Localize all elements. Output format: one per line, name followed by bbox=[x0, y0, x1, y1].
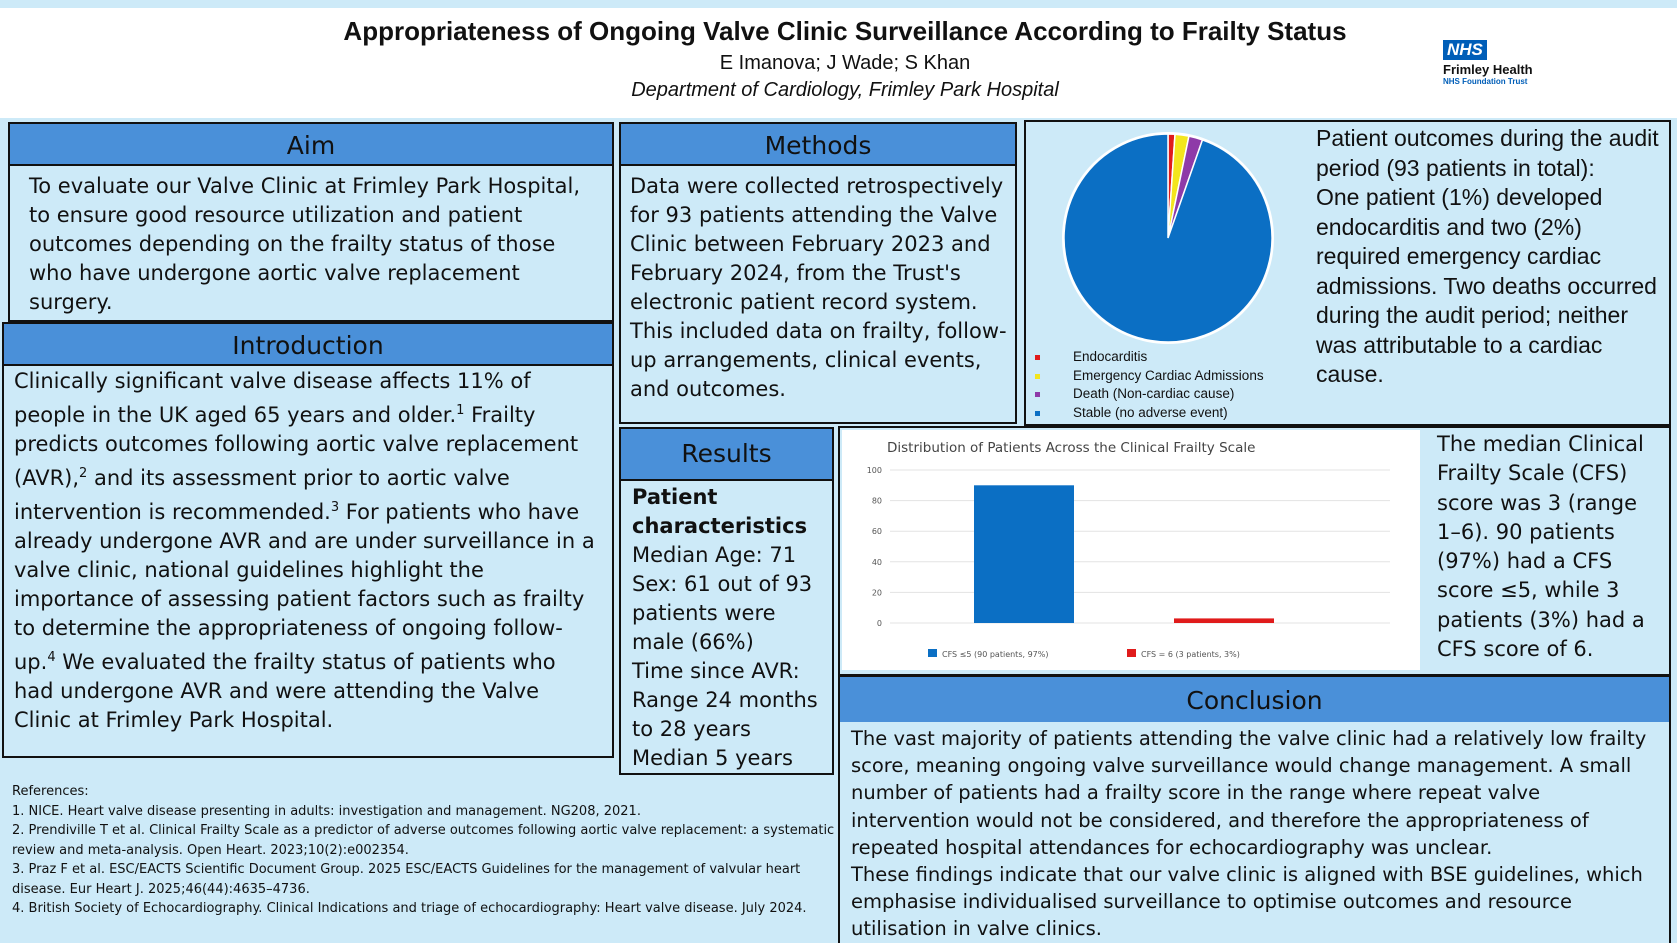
aim-panel bbox=[8, 122, 614, 322]
top-strip bbox=[0, 0, 1677, 8]
results-panel bbox=[619, 427, 834, 775]
nhs-trust-sub: NHS Foundation Trust bbox=[1443, 77, 1528, 86]
reference-item: 3. Praz F et al. ESC/EACTS Scientific Document Group. 2025 ESC/EACTS Guidelines for the management of valvular heart disease. Eur Heart J. 2025;46(44):4635–4736. bbox=[12, 862, 801, 897]
results-text bbox=[621, 481, 832, 773]
introduction-heading: Introduction bbox=[4, 324, 612, 366]
y-tick-label: 40 bbox=[871, 557, 882, 567]
y-tick-label: 20 bbox=[871, 588, 882, 598]
outcomes-pie-chart bbox=[1056, 126, 1280, 350]
legend-swatch bbox=[1035, 392, 1040, 397]
references-heading: References: bbox=[12, 784, 89, 799]
chart-title: Distribution of Patients Across the Clinical Frailty Scale bbox=[887, 440, 1256, 456]
y-tick-label: 60 bbox=[871, 527, 882, 537]
nhs-badge: NHS bbox=[1443, 40, 1487, 60]
results-line: Time since AVR: Range 24 months to 28 years bbox=[632, 659, 818, 741]
aim-heading: Aim bbox=[10, 124, 612, 166]
y-tick-label: 80 bbox=[871, 496, 882, 506]
results-subheading: Patient characteristics bbox=[632, 485, 808, 538]
legend-item: Death (Non-cardiac cause) bbox=[1035, 385, 1264, 404]
reference-item: 1. NICE. Heart valve disease presenting in adults: investigation and management. NG208, 2021. bbox=[12, 803, 641, 819]
y-tick-label: 0 bbox=[876, 619, 882, 628]
bar bbox=[1174, 618, 1274, 623]
results-line: Median 5 years bbox=[632, 746, 793, 770]
results-line: Sex: 61 out of 93 patients were male (66%) bbox=[632, 572, 813, 654]
conclusion-panel bbox=[838, 675, 1671, 943]
legend-item: Stable (no adverse event) bbox=[1035, 404, 1264, 423]
legend-swatch bbox=[1127, 649, 1136, 657]
bar-chart-panel bbox=[842, 430, 1420, 670]
results-heading: Results bbox=[621, 429, 832, 481]
poster-authors: E Imanova; J Wade; S Khan bbox=[719, 52, 971, 74]
methods-heading: Methods bbox=[621, 124, 1015, 166]
introduction-panel bbox=[2, 322, 614, 758]
pie-slice bbox=[1064, 134, 1272, 342]
conclusion-heading: Conclusion bbox=[840, 677, 1669, 722]
ref-superscript: 3 bbox=[330, 500, 340, 515]
outcomes-text: Patient outcomes during the audit period (93 patients in total): One patient (1%) developed endocarditis and two (2%) required emergency cardiac admissions. Two deaths occurred during the audit period; neither was attributable to a cardiac cause. bbox=[1316, 125, 1659, 387]
poster-department: Department of Cardiology, Frimley Park Hospital bbox=[631, 79, 1059, 101]
references bbox=[12, 782, 842, 919]
ref-superscript: 4 bbox=[47, 650, 56, 665]
legend-item: Emergency Cardiac Admissions bbox=[1035, 367, 1264, 386]
results-line: Median Age: 71 bbox=[632, 543, 797, 567]
methods-text: Data were collected retrospectively for 93 patients attending the Valve Clinic between February 2023 and February 2024, from the Trust's electronic patient record system. This included data on frailty, follow-up arrangements, clinical events, and outcomes. bbox=[630, 174, 1007, 401]
conclusion-text: The vast majority of patients attending the valve clinic had a relatively low frailty score, meaning ongoing valve surveillance would change management. A small number of patients had a frailty score in the range where repeat valve intervention would not be considered, and therefore the appropriateness of repeated hospital attendances for echocardiography was unclear. These findings indicate that our valve clinic is aligned with BSE guidelines, which emphasise individualised surveillance to optimise outcomes and resource utilisation in valve clinics. bbox=[851, 727, 1647, 941]
introduction-text: Clinically significant valve disease affects 11% of people in the UK aged 65 years and older.$^1$ Frailty predicts outcomes following aortic valve replacement (AVR),$^2$ and its assessment prior to aortic valve intervention is recommended.$^3$ For patients who have already undergone AVR and are under surveillance in a valve clinic, national guidelines highlight the importance of assessing patient factors such as frailty to determine the appropriateness of ongoing follow-up.$^4$ We evaluated the frailty status of patients who had undergone AVR and were attending the Valve Clinic at Frimley Park Hospital. bbox=[14, 369, 595, 732]
reference-item: 4. British Society of Echocardiography. Clinical Indications and triage of echocardiography: Heart valve disease. July 2024. bbox=[12, 901, 807, 916]
legend-swatch bbox=[1035, 355, 1040, 360]
aim-text: To evaluate our Valve Clinic at Frimley Park Hospital, to ensure good resource utilization and patient outcomes depending on the frailty status of those who have undergone aortic valve replacement surgery. bbox=[29, 174, 580, 314]
legend-label: CFS ≤5 (90 patients, 97%) bbox=[942, 650, 1049, 659]
y-tick-label: 100 bbox=[866, 466, 882, 475]
legend-swatch bbox=[1035, 411, 1040, 416]
legend-swatch bbox=[1035, 374, 1040, 379]
ref-superscript: 1 bbox=[456, 403, 465, 418]
frailty-bar-chart bbox=[842, 430, 1420, 670]
cfs-summary-text: The median Clinical Frailty Scale (CFS) score was 3 (range 1–6). 90 patients (97%) had a CFS score ≤5, while 3 patients (3%) had a CFS score of 6. bbox=[1437, 432, 1645, 662]
ref-superscript: 2 bbox=[79, 466, 88, 481]
nhs-trust-name: Frimley Health bbox=[1443, 62, 1533, 77]
legend-label: CFS = 6 (3 patients, 3%) bbox=[1141, 650, 1240, 659]
pie-legend bbox=[1035, 348, 1264, 422]
nhs-logo bbox=[1443, 40, 1563, 86]
reference-item: 2. Prendiville T et al. Clinical Frailty Scale as a predictor of adverse outcomes following aortic valve replacement: a systematic review and meta-analysis. Open Heart. 2023;10(2):e002354. bbox=[12, 823, 835, 858]
methods-panel bbox=[619, 122, 1017, 424]
legend-item: Endocarditis bbox=[1035, 348, 1264, 367]
legend-swatch bbox=[928, 649, 937, 657]
bar bbox=[974, 485, 1074, 623]
poster-title: Appropriateness of Ongoing Valve Clinic Surveillance According to Frailty Status bbox=[343, 16, 1347, 46]
